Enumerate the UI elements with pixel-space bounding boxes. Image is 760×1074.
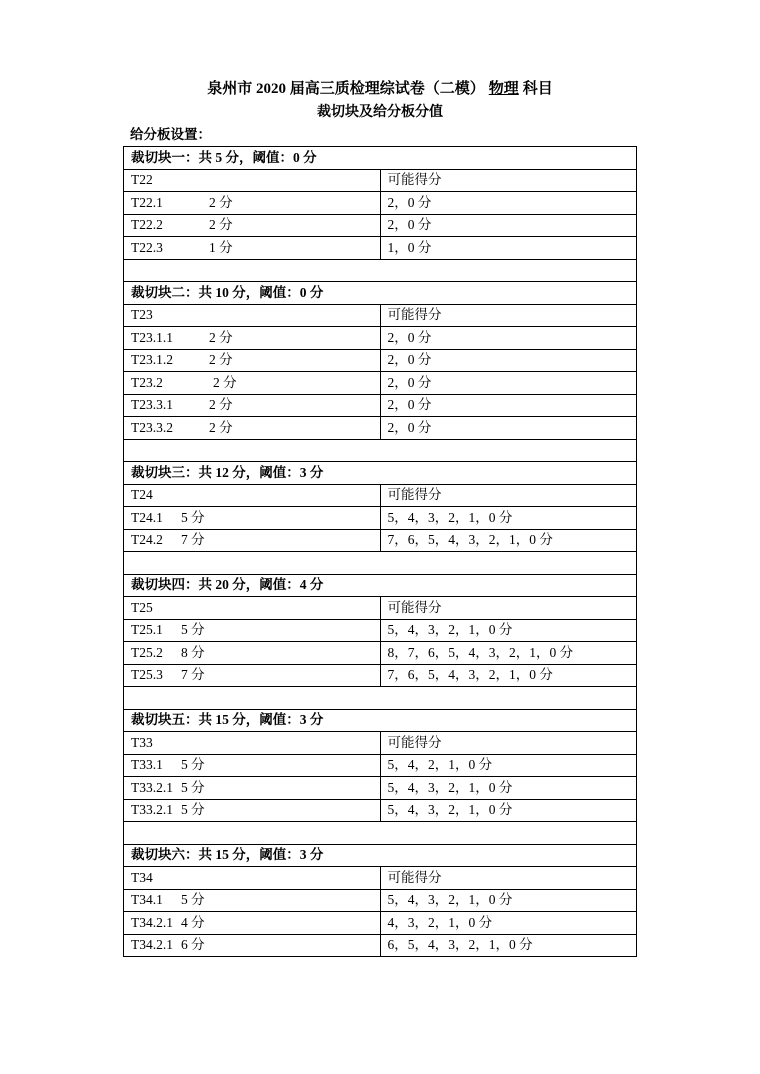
possible-scores-cell: 2，0 分: [380, 327, 637, 350]
sub-question-points: 1 分: [209, 239, 233, 255]
block-heading: 裁切块六：共 15 分，阈值：3 分: [124, 844, 637, 867]
sub-question-id: T33.1: [131, 757, 163, 773]
spacer-cell: [124, 439, 637, 462]
possible-scores-header: 可能得分: [380, 732, 637, 755]
table-row: [124, 912, 637, 935]
title-prefix: 泉州市 2020 届高三质检理综试卷（二模）: [207, 81, 485, 97]
sub-question-id: T23.1.1: [131, 329, 173, 345]
question-id: T34: [124, 867, 381, 890]
sub-question-points: 2 分: [209, 419, 233, 435]
sub-question-points: 5 分: [181, 757, 205, 773]
question-header-row: [124, 732, 637, 755]
question-id: T24: [124, 484, 381, 507]
sub-question-points: 4 分: [181, 914, 205, 930]
setup-label: 给分板设置：: [130, 127, 211, 142]
block-heading: 裁切块二：共 10 分，阈值：0 分: [124, 282, 637, 305]
spacer-row: [124, 552, 637, 575]
sub-question-cell: [124, 912, 381, 935]
sub-question-id: T34.1: [131, 892, 163, 908]
block-heading-row: [124, 844, 637, 867]
sub-question-cell: [124, 192, 381, 215]
possible-scores-cell: 2，0 分: [380, 417, 637, 440]
table-row: [124, 934, 637, 957]
sub-question-id: T33.2.1: [131, 802, 173, 818]
sub-question-cell: [124, 754, 381, 777]
sub-question-id: T34.2.1: [131, 937, 173, 953]
possible-scores-cell: 5，4，3，2，1，0 分: [380, 799, 637, 822]
spacer-row: [124, 439, 637, 462]
possible-scores-header: 可能得分: [380, 867, 637, 890]
sub-question-cell: [124, 507, 381, 530]
table-row: [124, 507, 637, 530]
table-row: [124, 237, 637, 260]
sub-question-cell: [124, 934, 381, 957]
document-title: [0, 80, 760, 98]
sub-question-cell: [124, 327, 381, 350]
sub-question-id: T23.1.2: [131, 352, 173, 368]
sub-question-points: 5 分: [181, 779, 205, 795]
table-row: [124, 889, 637, 912]
spacer-row: [124, 687, 637, 710]
question-id: T23: [124, 304, 381, 327]
sub-question-points: 7 分: [181, 532, 205, 548]
sub-question-id: T24.1: [131, 509, 163, 525]
sub-question-points: 6 分: [181, 937, 205, 953]
block-heading-row: [124, 574, 637, 597]
scoring-table: [123, 146, 637, 957]
question-header-row: [124, 304, 637, 327]
sub-question-points: 5 分: [181, 509, 205, 525]
block-heading-row: [124, 147, 637, 170]
question-id: T33: [124, 732, 381, 755]
table-row: [124, 327, 637, 350]
sub-question-id: T34.2.1: [131, 914, 173, 930]
block-heading-row: [124, 709, 637, 732]
question-header-row: [124, 169, 637, 192]
table-row: [124, 642, 637, 665]
sub-question-cell: [124, 372, 381, 395]
possible-scores-header: 可能得分: [380, 597, 637, 620]
sub-question-id: T24.2: [131, 532, 163, 548]
possible-scores-header: 可能得分: [380, 169, 637, 192]
possible-scores-cell: 5，4，2，1，0 分: [380, 754, 637, 777]
sub-question-cell: [124, 799, 381, 822]
sub-question-id: T25.3: [131, 667, 163, 683]
sub-question-id: T23.3.2: [131, 419, 173, 435]
scoring-table-body: [124, 147, 637, 957]
title-suffix: 科目: [522, 81, 553, 97]
possible-scores-cell: 2，0 分: [380, 214, 637, 237]
table-row: [124, 529, 637, 552]
table-row: [124, 349, 637, 372]
possible-scores-cell: 5，4，3，2，1，0 分: [380, 777, 637, 800]
question-header-row: [124, 867, 637, 890]
question-header-row: [124, 484, 637, 507]
block-heading: 裁切块五：共 15 分，阈值：3 分: [124, 709, 637, 732]
table-row: [124, 394, 637, 417]
spacer-cell: [124, 687, 637, 710]
table-row: [124, 619, 637, 642]
possible-scores-cell: 4，3，2，1，0 分: [380, 912, 637, 935]
sub-question-id: T22.2: [131, 217, 163, 233]
possible-scores-cell: 2，0 分: [380, 349, 637, 372]
sub-question-cell: [124, 237, 381, 260]
sub-question-cell: [124, 417, 381, 440]
sub-question-cell: [124, 889, 381, 912]
possible-scores-cell: 5，4，3，2，1，0 分: [380, 507, 637, 530]
possible-scores-cell: 5，4，3，2，1，0 分: [380, 619, 637, 642]
question-header-row: [124, 597, 637, 620]
possible-scores-cell: 6，5，4，3，2，1，0 分: [380, 934, 637, 957]
sub-question-cell: [124, 529, 381, 552]
sub-question-points: 2 分: [209, 397, 233, 413]
sub-question-points: 5 分: [181, 892, 205, 908]
possible-scores-cell: 7，6，5，4，3，2，1，0 分: [380, 529, 637, 552]
sub-question-points: 5 分: [181, 622, 205, 638]
table-row: [124, 214, 637, 237]
possible-scores-cell: 8，7，6，5，4，3，2，1，0 分: [380, 642, 637, 665]
spacer-cell: [124, 822, 637, 845]
block-heading: 裁切块一：共 5 分，阈值：0 分: [124, 147, 637, 170]
document-subtitle: 裁切块及给分板分值: [317, 105, 443, 120]
table-row: [124, 664, 637, 687]
table-row: [124, 417, 637, 440]
sub-question-id: T22.3: [131, 239, 163, 255]
sub-question-id: T23.2: [131, 374, 163, 390]
table-row: [124, 372, 637, 395]
sub-question-cell: [124, 349, 381, 372]
sub-question-points: 2 分: [213, 374, 237, 390]
subject-field: 物理: [488, 81, 519, 97]
possible-scores-cell: 7，6，5，4，3，2，1，0 分: [380, 664, 637, 687]
sub-question-cell: [124, 664, 381, 687]
possible-scores-header: 可能得分: [380, 304, 637, 327]
spacer-row: [124, 822, 637, 845]
sub-question-id: T33.2.1: [131, 779, 173, 795]
block-heading-row: [124, 282, 637, 305]
table-row: [124, 799, 637, 822]
sub-question-cell: [124, 777, 381, 800]
block-heading: 裁切块三：共 12 分，阈值：3 分: [124, 462, 637, 485]
block-heading: 裁切块四：共 20 分，阈值：4 分: [124, 574, 637, 597]
possible-scores-cell: 5，4，3，2，1，0 分: [380, 889, 637, 912]
possible-scores-cell: 2，0 分: [380, 372, 637, 395]
possible-scores-cell: 2，0 分: [380, 192, 637, 215]
sub-question-cell: [124, 394, 381, 417]
sub-question-cell: [124, 619, 381, 642]
sub-question-points: 2 分: [209, 329, 233, 345]
table-row: [124, 777, 637, 800]
sub-question-points: 7 分: [181, 667, 205, 683]
sub-question-id: T25.1: [131, 622, 163, 638]
spacer-cell: [124, 552, 637, 575]
sub-question-points: 5 分: [181, 802, 205, 818]
sub-question-id: T23.3.1: [131, 397, 173, 413]
table-row: [124, 192, 637, 215]
question-id: T25: [124, 597, 381, 620]
sub-question-points: 2 分: [209, 217, 233, 233]
possible-scores-header: 可能得分: [380, 484, 637, 507]
sub-question-id: T25.2: [131, 644, 163, 660]
possible-scores-cell: 1，0 分: [380, 237, 637, 260]
sub-question-id: T22.1: [131, 194, 163, 210]
spacer-cell: [124, 259, 637, 282]
sub-question-cell: [124, 642, 381, 665]
sub-question-points: 2 分: [209, 352, 233, 368]
sub-question-points: 2 分: [209, 194, 233, 210]
spacer-row: [124, 259, 637, 282]
possible-scores-cell: 2，0 分: [380, 394, 637, 417]
question-id: T22: [124, 169, 381, 192]
sub-question-points: 8 分: [181, 644, 205, 660]
sub-question-cell: [124, 214, 381, 237]
block-heading-row: [124, 462, 637, 485]
table-row: [124, 754, 637, 777]
